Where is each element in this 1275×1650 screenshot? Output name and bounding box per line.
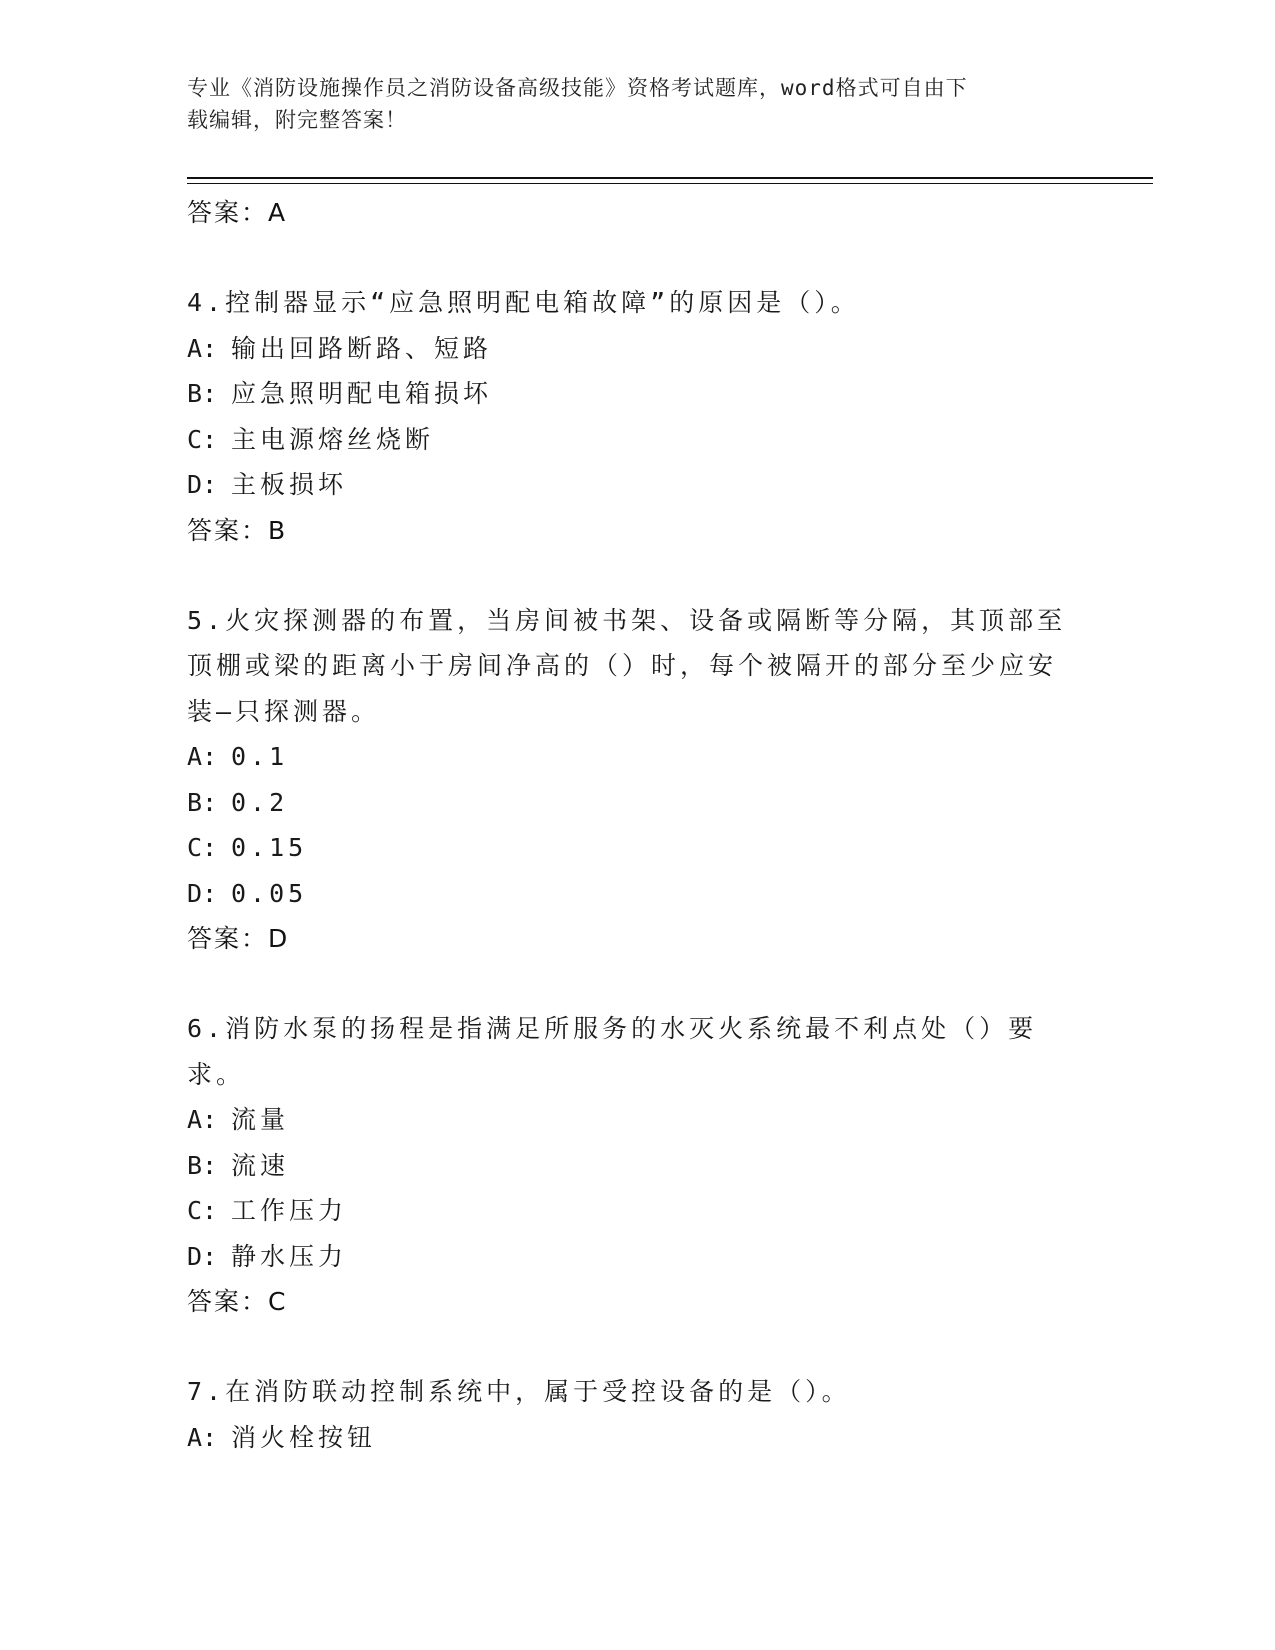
- question-block-7: [187, 1369, 1077, 1460]
- option-letter: D:: [187, 470, 218, 499]
- option-d: [187, 1234, 1077, 1280]
- answer-line: 答案：D: [187, 924, 290, 953]
- question-block-4: [187, 280, 1077, 554]
- option-a: [187, 1097, 1077, 1143]
- option-text: 应急照明配电箱损坏: [231, 379, 493, 408]
- answer-line: 答案：B: [187, 515, 288, 545]
- answer-line: 答案：A: [187, 198, 288, 227]
- option-letter: B:: [187, 379, 218, 408]
- option-text: 0.15: [231, 833, 308, 862]
- option-c: [187, 1188, 1077, 1234]
- header-rule-thin: [187, 183, 1153, 184]
- option-text: 输出回路断路、短路: [231, 333, 493, 363]
- header-line-1: 专业《消防设施操作员之消防设备高级技能》资格考试题库，word格式可自由下: [187, 76, 968, 100]
- question-text: 6.消防水泵的扬程是指满足所服务的水灭火系统最不利点处（）要求。: [187, 1014, 1038, 1089]
- option-b: [187, 780, 1077, 826]
- option-a: [187, 1415, 1077, 1461]
- option-text: 流速: [231, 1150, 290, 1180]
- option-text: 主电源熔丝烧断: [231, 424, 435, 454]
- option-letter: A:: [187, 333, 218, 363]
- option-letter: A:: [187, 1422, 218, 1452]
- question-block-6: [187, 1006, 1077, 1325]
- question-text: 7.在消防联动控制系统中，属于受控设备的是（）。: [187, 1377, 851, 1406]
- option-d: [187, 871, 1077, 917]
- question-list: [187, 190, 1077, 1460]
- option-c: [187, 417, 1077, 463]
- option-letter: C:: [187, 833, 218, 862]
- option-letter: C:: [187, 424, 218, 454]
- option-text: 消火栓按钮: [231, 1422, 377, 1452]
- option-c: [187, 825, 1077, 871]
- question-text: 5.火灾探测器的布置，当房间被书架、设备或隔断等分隔，其顶部至顶棚或梁的距离小于房间净高的（）时，每个被隔开的部分至少应安装—只探测器。: [187, 605, 1067, 726]
- option-text: 工作压力: [231, 1196, 348, 1225]
- question-text: 4.控制器显示“应急照明配电箱故障”的原因是（）。: [187, 288, 860, 317]
- document-header: [187, 72, 1087, 136]
- option-text: 0.2: [231, 787, 289, 817]
- option-letter: A:: [187, 742, 218, 771]
- option-d: [187, 462, 1077, 508]
- question-block-5: [187, 598, 1077, 963]
- header-rule-thick: [187, 177, 1153, 179]
- option-b: [187, 1143, 1077, 1189]
- option-text: 0.05: [231, 878, 308, 908]
- option-a: [187, 326, 1077, 372]
- option-letter: A:: [187, 1105, 218, 1134]
- answer-line: 答案：C: [187, 1287, 288, 1316]
- option-text: 流量: [231, 1105, 290, 1134]
- option-letter: D:: [187, 1241, 218, 1271]
- option-a: [187, 734, 1077, 780]
- option-b: [187, 371, 1077, 417]
- option-letter: B:: [187, 1150, 218, 1180]
- option-text: 静水压力: [231, 1241, 348, 1271]
- option-letter: B:: [187, 787, 218, 817]
- option-text: 0.1: [231, 742, 289, 771]
- option-text: 主板损坏: [231, 470, 348, 499]
- option-letter: D:: [187, 878, 218, 908]
- option-letter: C:: [187, 1196, 218, 1225]
- header-line-2: 载编辑，附完整答案！: [187, 108, 407, 132]
